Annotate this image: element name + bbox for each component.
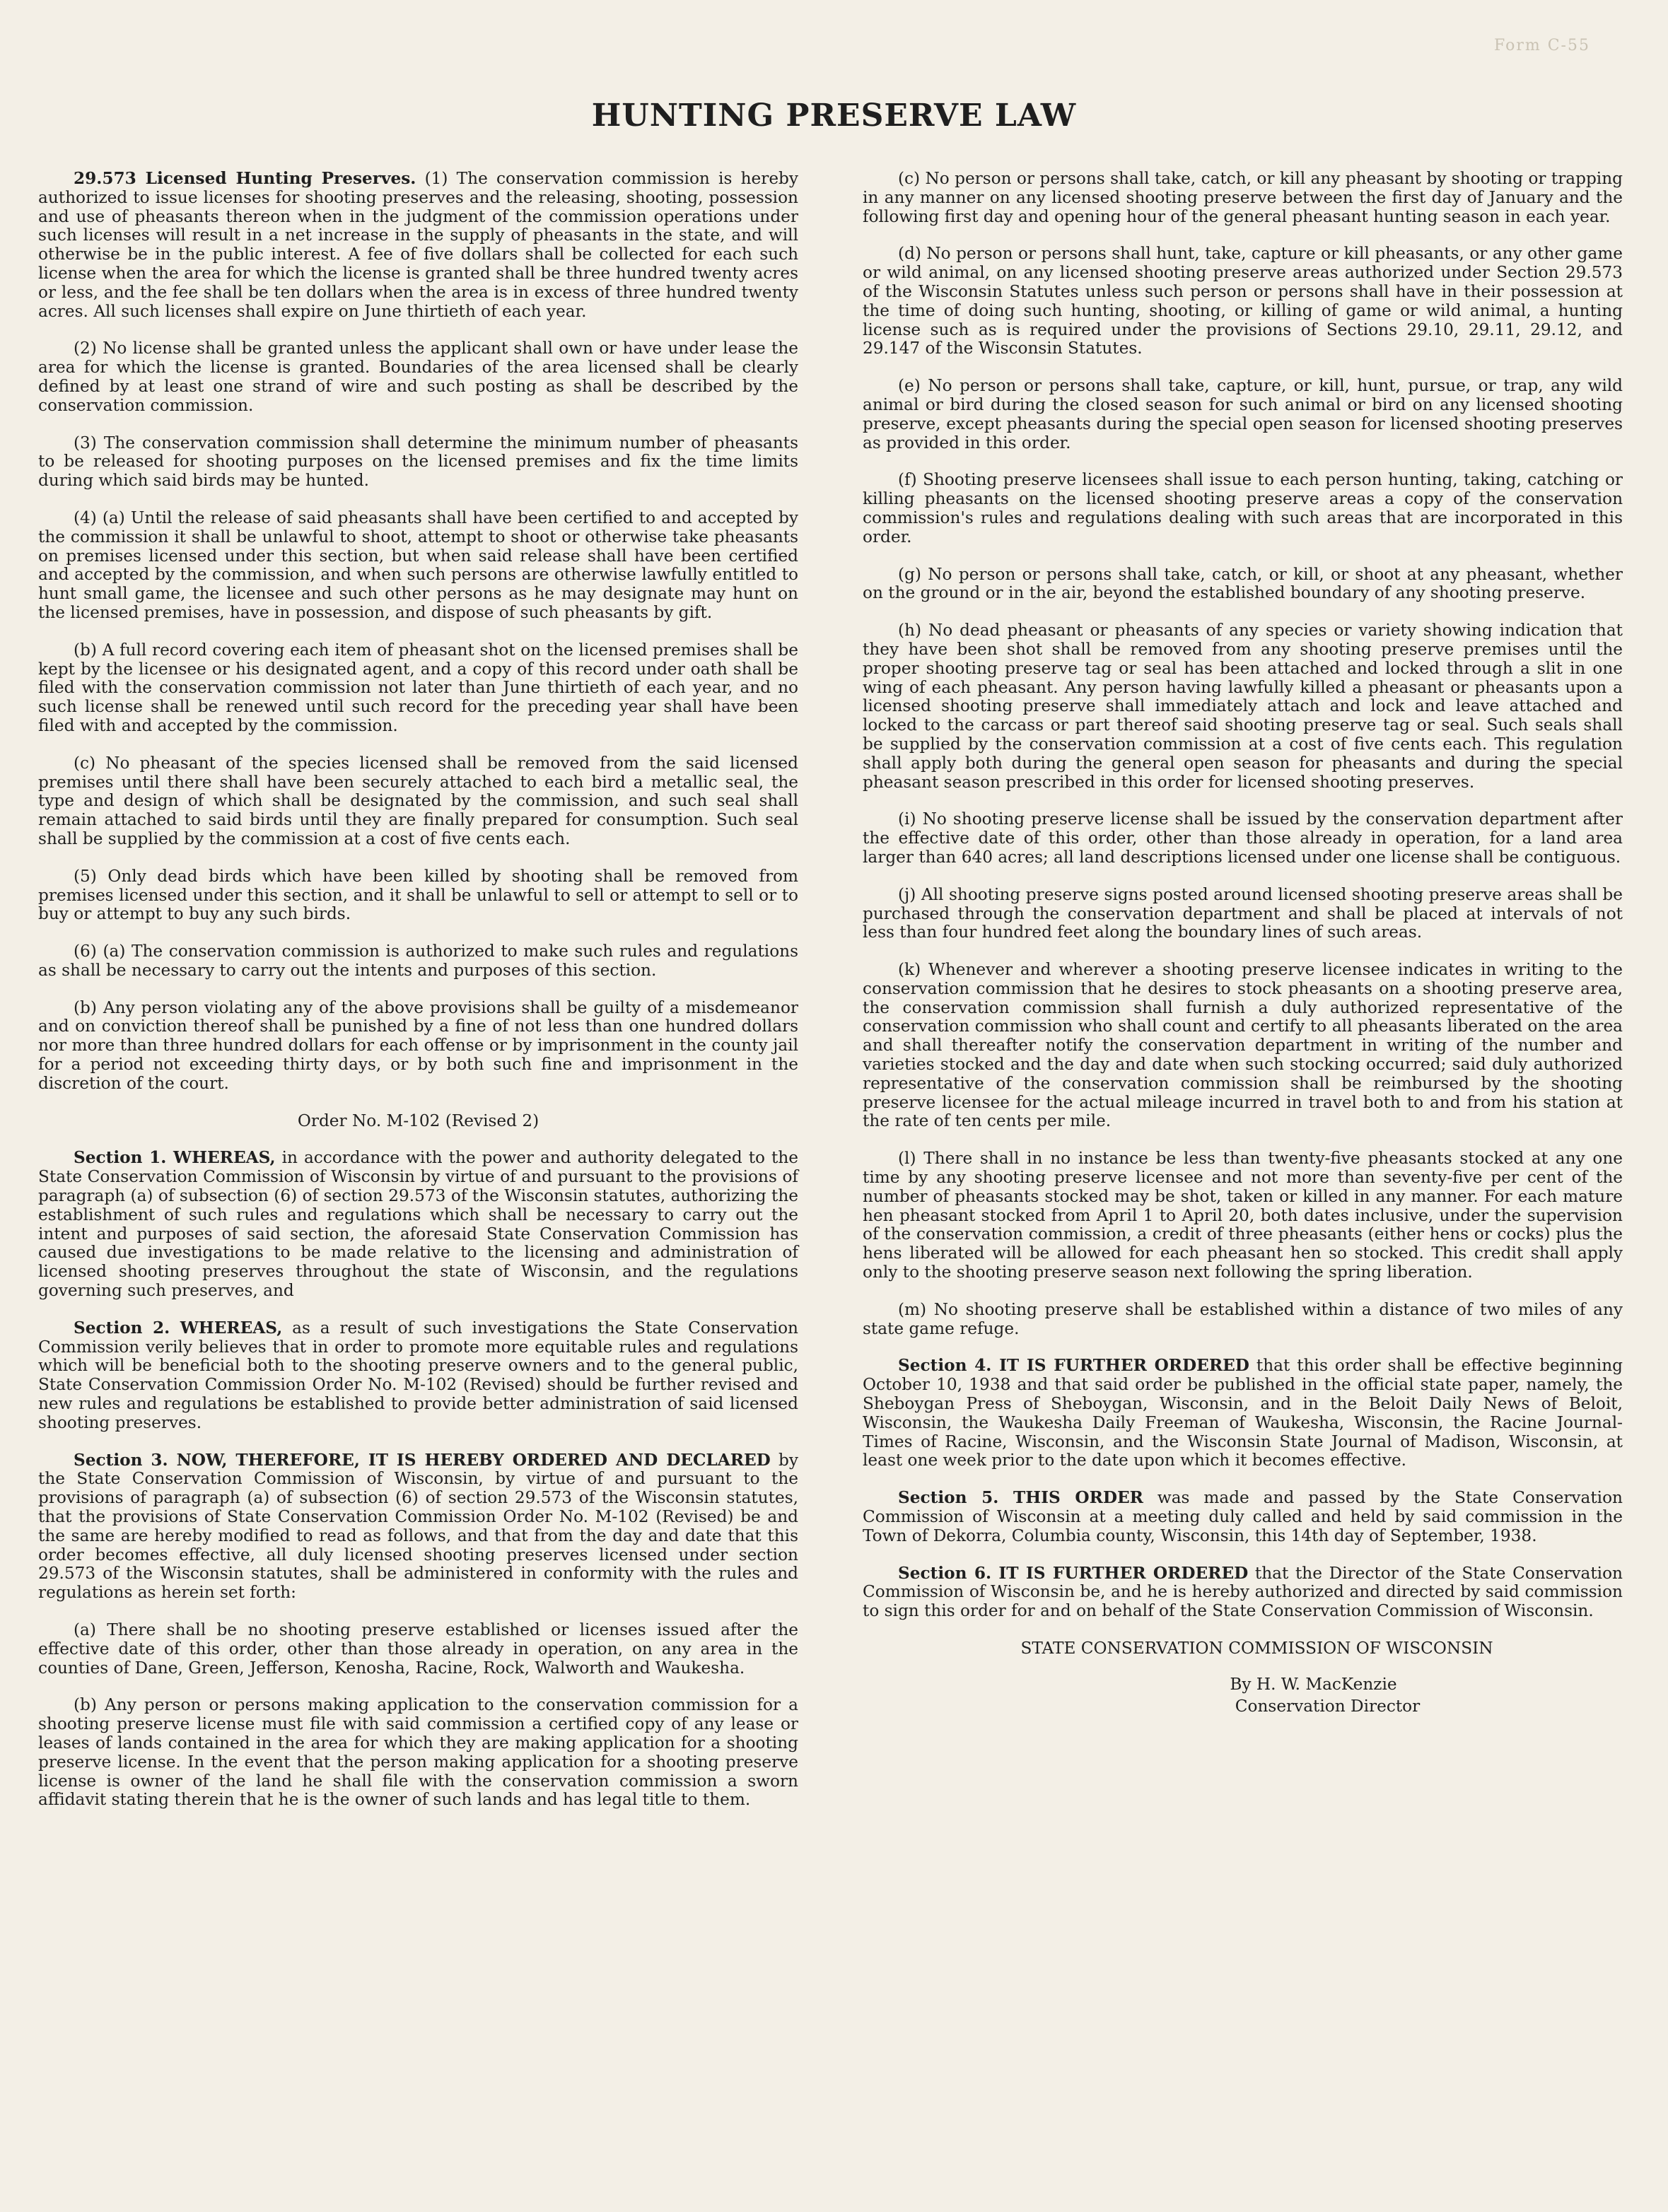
rule-a: (a) There shall be no shooting preserve established or licenses issued after the effective date of this order, other than those already in operation, on any area in the counties of Dane, Green, Jefferson, Kenosha, Racine, Rock, Walworth and Waukesha. [38, 1620, 798, 1678]
section-2: Section 2. WHEREAS, as a result of such investigations the State Conservation Commission verily believes that in order to promote more equitable rules and regulations which will be beneficial both to the shooting preserve owners and to the general public, State Conservation Commission Order No. M-102 (Revised) should be further revised and new rules and regulations be established to provide better administration of said licensed shooting preserves. [38, 1318, 798, 1432]
form-number: Form C-55 [1494, 37, 1590, 54]
signature-organization: STATE CONSERVATION COMMISSION OF WISCONSIN [1020, 1639, 1493, 1658]
section-6: Section 6. IT IS FURTHER ORDERED that the Director of the State Conservation Commission of Wisconsin be, and he is hereby authorized and directed by said commission to sign this order for and on behalf of the State Conservation Commission of Wisconsin. [863, 1563, 1623, 1621]
paragraph-29-573-1: 29.573 Licensed Hunting Preserves. (1) The conservation commission is hereby authorized to issue licenses for shooting preserves and the releasing, shooting, possession and use of pheasants thereon when in the judgment of the commission operations under such licenses will result in a net increase in the supply of pheasants in the state, and will otherwise be in the public interest. A fee of five dollars shall be collected for each such license when the area for which the license is granted shall be three hundred twenty acres or less, and the fee shall be ten dollars when the area is in excess of three hundred twenty acres. All such licenses shall expire on June thirtieth of each year. [38, 169, 799, 321]
left-column [38, 170, 798, 1828]
paragraph-4b: (b) A full record covering each item of pheasant shot on the licensed premises shall be kept by the licensee or his designated agent, and a copy of this record under oath shall be filed with the conservation commission not later than June thirtieth of each year, and no such license shall be renewed until such record for the preceding year shall have been filed with and accepted by the commission. [38, 640, 798, 735]
rule-j: (j) All shooting preserve signs posted around licensed shooting preserve areas shall be purchased through the conservation department and shall be placed at intervals of not less than four hundred feet along the boundary lines of such areas. [863, 884, 1623, 942]
order-sections-left [38, 1149, 798, 1810]
section-1: Section 1. WHEREAS, in accordance with the power and authority delegated to the State Conservation Commission of Wisconsin by virtue of and pursuant to the provisions of paragraph (a) of subsection (6) of section 29.573 of the Wisconsin statutes, authorizing the establishment of such rules and regulations which shall be necessary to carry out the intent and purposes of said section, the aforesaid State Conservation Commission has caused due investigations to be made relative to the licensing and administration of licensed shooting preserves throughout the state of Wisconsin, and the regulations governing such preserves, and [38, 1148, 798, 1301]
right-column [863, 170, 1623, 1716]
section-3: Section 3. NOW, THEREFORE, IT IS HEREBY ORDERED AND DECLARED by the State Conservation Commission of Wisconsin, by virtue of and pursuant to the provisions of paragraph (a) of subsection (6) of section 29.573 of the Wisconsin statutes, that the provisions of State Conservation Commission Order No. M-102 (Revised) be and the same are hereby modified to read as follows, and that from the day and date that this order becomes effective, all duly licensed shooting preserves licensed under section 29.573 of the Wisconsin statutes, shall be administered in conformity with the rules and regulations as herein set forth: [38, 1450, 798, 1603]
rule-k: (k) Whenever and wherever a shooting preserve licensee indicates in writing to the conservation commission that he desires to stock pheasants on a shooting preserve area, the conservation commission shall furnish a duly authorized representative of the conservation commission who shall count and certify to all pheasants liberated on the area and shall thereafter notify the conservation department in writing of the number and varieties stocked and the day and date when such stocking occurred; said duly authorized representative of the conservation commission shall be reimbursed by the shooting preserve licensee for the actual mileage incurred in travel both to and from his station at the rate of ten cents per mile. [863, 960, 1623, 1131]
rule-g: (g) No person or persons shall take, catch, or kill, or shoot at any pheasant, whether on the ground or in the air, beyond the established boundary of any shooting preserve. [863, 564, 1623, 603]
order-heading: Order No. M-102 (Revised 2) [297, 1111, 540, 1130]
paragraph-5: (5) Only dead birds which have been killed by shooting shall be removed from premises licensed under this section, and it shall be unlawful to sell or attempt to sell or to buy or attempt to buy any such birds. [38, 866, 798, 924]
rule-f: (f) Shooting preserve licensees shall issue to each person hunting, taking, catching or killing pheasants on the licensed shooting preserve areas a copy of the conservation commission's rules and regulations dealing with such areas that are incorporated in this order. [863, 470, 1623, 546]
rule-b: (b) Any person or persons making application to the conservation commission for a shooting preserve license must file with said commission a certified copy of any lease or leases of lands contained in the area for which they are making application for a shooting preserve license. In the event that the person making application for a shooting preserve license is owner of the land he shall file with the conservation commission a sworn affidavit stating therein that he is the owner of such lands and has legal title to them. [38, 1695, 798, 1810]
rule-e: (e) No person or persons shall take, capture, or kill, hunt, pursue, or trap, any wild animal or bird during the closed season for such animal or bird on any licensed shooting preserve, except pheasants during the special open season for licensed shooting preserves as provided in this order. [863, 376, 1623, 452]
paragraph-6a: (6) (a) The conservation commission is authorized to make such rules and regulations as shall be necessary to carry out the intents and purposes of this section. [38, 942, 798, 980]
rule-h: (h) No dead pheasant or pheasants of any species or variety showing indication that they have been shot shall be removed from any shooting preserve premises until the proper shooting preserve tag or seal has been attached and locked through a slit in one wing of each pheasant. Any person having lawfully killed a pheasant or pheasants upon a licensed shooting preserve shall immediately attach and lock and leave attached and locked to the carcass or part thereof said shooting preserve tag or seal. Such seals shall be supplied by the conservation commission at a cost of five cents each. This regulation shall apply both during the general open season for pheasants and during the special pheasant season prescribed in this order for licensed shooting preserves. [863, 621, 1623, 792]
paragraph-4c: (c) No pheasant of the species licensed shall be removed from the said licensed premises until there shall have been securely attached to each bird a metallic seal, the type and design of which shall be designated by the commission, and such seal shall remain attached to said birds until they are finally prepared for consumption. Such seal shall be supplied by the commission at a cost of five cents each. [38, 753, 798, 848]
signature-by: By H. W. MacKenzie [1230, 1674, 1397, 1694]
signature-block [863, 1639, 1623, 1716]
section-5: Section 5. THIS ORDER was made and passed by the State Conservation Commission of Wisconsin at a meeting duly called and held by said commission in the Town of Dekorra, Columbia county, Wisconsin, this 14th day of September, 1938. [863, 1488, 1623, 1545]
rule-l: (l) There shall in no instance be less than twenty-five pheasants stocked at any one time by any shooting preserve licensee and not more than seventy-five per cent of the number of pheasants stocked may be shot, taken or killed in any manner. For each mature hen pheasant stocked from April 1 to April 20, both dates inclusive, under the supervision of the conservation commission, a credit of three pheasants (either hens or cocks) plus the hens liberated will be allowed for each pheasant hen so stocked. This credit shall apply only to the shooting preserve season next following the spring liberation. [863, 1149, 1623, 1282]
paragraph-6b: (b) Any person violating any of the above provisions shall be guilty of a misdemeanor and on conviction thereof shall be punished by a fine of not less than one hundred dollars nor more than three hundred dollars for each offense or by imprisonment in the county jail for a period not exceeding thirty days, or by both such fine and imprisonment in the discretion of the court. [38, 997, 798, 1093]
rule-m: (m) No shooting preserve shall be established within a distance of two miles of any state game refuge. [863, 1299, 1623, 1338]
rule-c: (c) No person or persons shall take, catch, or kill any pheasant by shooting or trapping in any manner on any licensed shooting preserve between the first day of January and the following first day and opening hour of the general pheasant hunting season in each year. [863, 169, 1623, 226]
rule-i: (i) No shooting preserve license shall be issued by the conservation department after the effective date of this order, other than those already in operation, for a land area larger than 640 acres; all land descriptions licensed under one license shall be contiguous. [863, 809, 1623, 867]
paragraph-3: (3) The conservation commission shall determine the minimum number of pheasants to be released for shooting purposes on the licensed premises and fix the time limits during which said birds may be hunted. [38, 433, 798, 491]
section-4: Section 4. IT IS FURTHER ORDERED that this order shall be effective beginning October 10, 1938 and that said order be published in the official state paper, namely, the Sheboygan Press of Sheboygan, Wisconsin, and in the Beloit Daily News of Beloit, Wisconsin, the Waukesha Daily Freeman of Waukesha, Wisconsin, the Racine Journal-Times of Racine, Wisconsin, and the Wisconsin State Journal of Madison, Wisconsin, at least one week prior to the date upon which it becomes effective. [863, 1356, 1623, 1470]
rule-d: (d) No person or persons shall hunt, take, capture or kill pheasants, or any other game or wild animal, on any licensed shooting preserve areas authorized under Section 29.573 of the Wisconsin Statutes unless such person or persons shall have in their possession at the time of doing such hunting, shooting, or killing of game or wild animal, a hunting license such as is required under the provisions of Sections 29.10, 29.11, 29.12, and 29.147 of the Wisconsin Statutes. [863, 244, 1623, 358]
page-title: HUNTING PRESERVE LAW [591, 98, 1077, 134]
statute-paragraphs [38, 170, 798, 1094]
paragraph-4a: (4) (a) Until the release of said pheasants shall have been certified to and accepted by the commission it shall be unlawful to shoot, attempt to shoot or otherwise take pheasants on premises licensed under this section, but when said release shall have been certified and accepted by the commission, and when such persons are otherwise lawfully entitled to hunt small game, the licensee and such other persons as he may designate may hunt on the licensed premises, have in possession, and dispose of such pheasants by gift. [38, 508, 798, 622]
signature-role: Conservation Director [1235, 1696, 1421, 1716]
paragraph-2: (2) No license shall be granted unless the applicant shall own or have under lease the area for which the license is granted. Boundaries of the area licensed shall be clearly defined by at least one strand of wire and such posting as shall be described by the conservation commission. [38, 339, 798, 415]
